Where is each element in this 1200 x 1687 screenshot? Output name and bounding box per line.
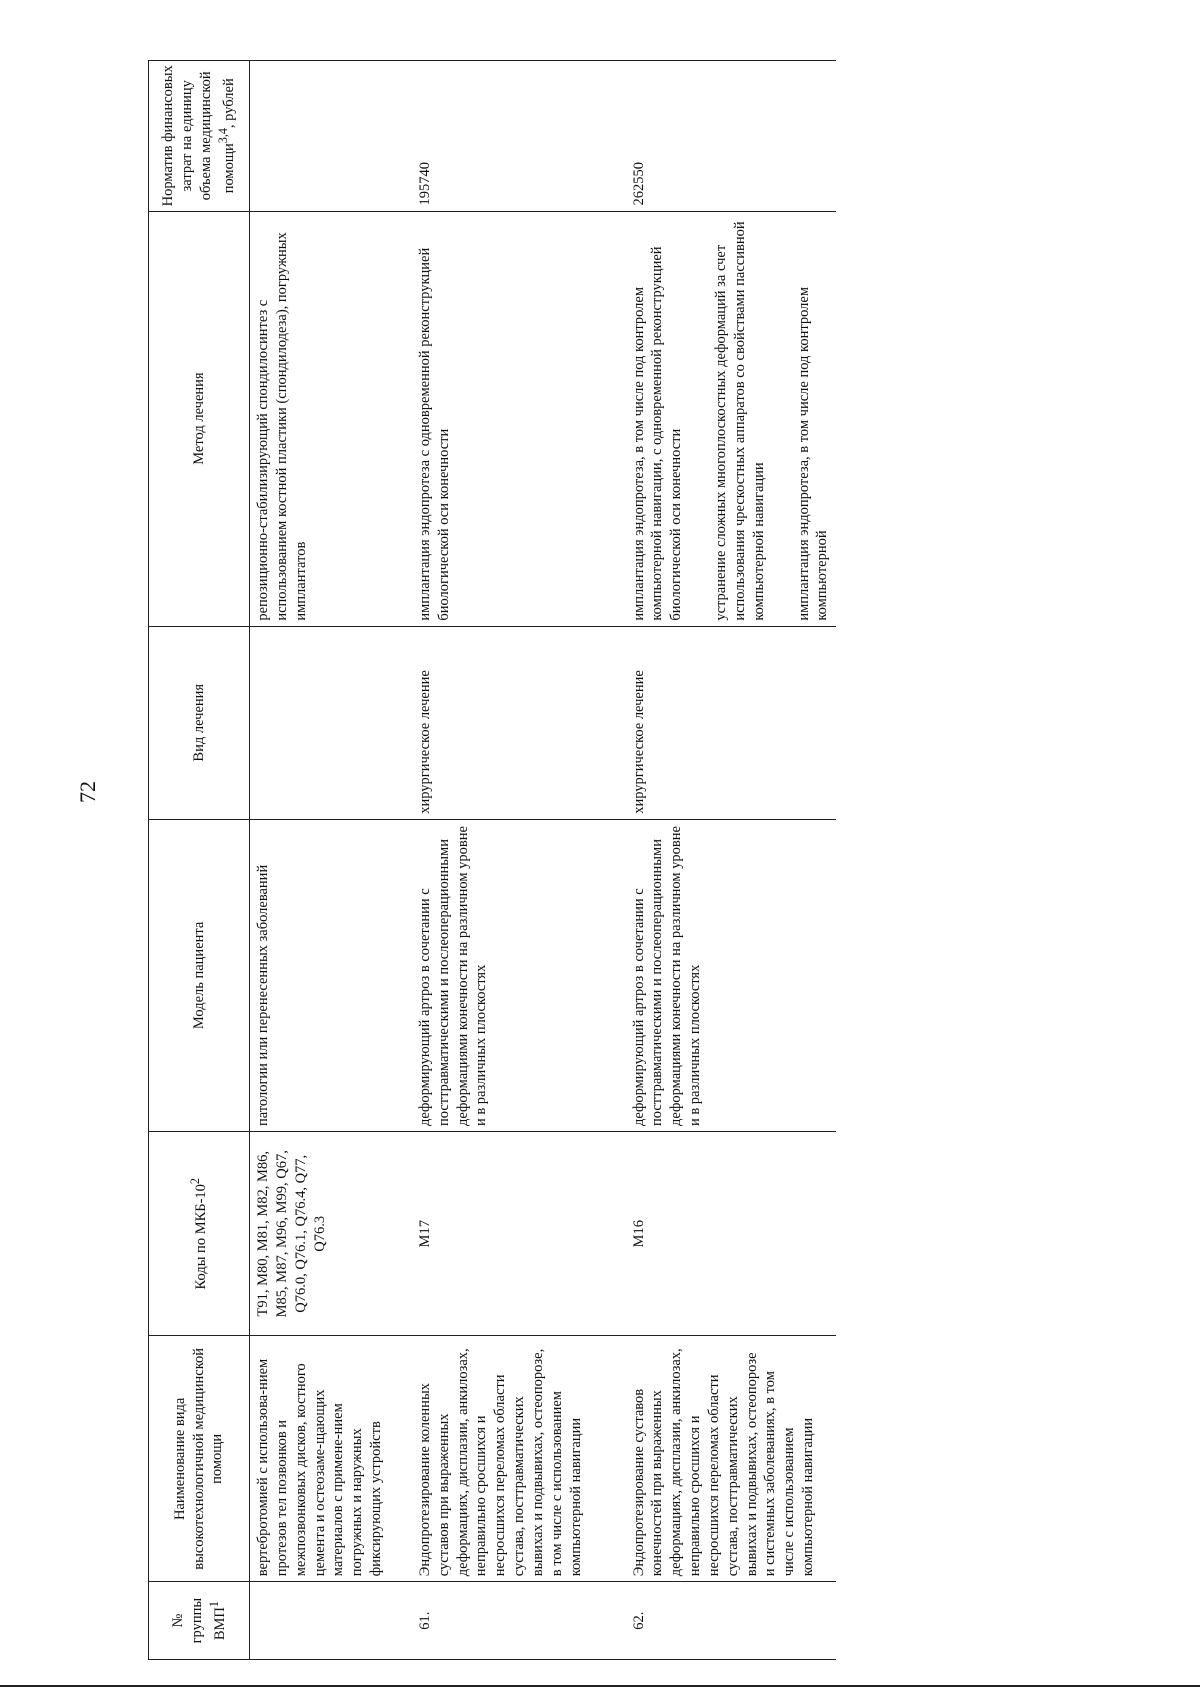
header-norm-tail: , рублей: [220, 78, 237, 129]
method-item: имплантация эндопротеза, в том числе под контролем компьютерной: [795, 286, 831, 621]
method-item: устранение сложных многоплоскостных деформаций за счет использования чрескостных аппаратов со свойствами пассивной компьютерной навигации: [713, 221, 767, 621]
table-row-61: [412, 61, 626, 1660]
table-row-62: [626, 61, 837, 1660]
cell-name: Эндопротезирование коленных суставов при выраженных деформациях, дисплазии, анкилозах, неправильно сросшихся и несросшихся переломах области сустава, посттравматических вывихах и подвывихах, остеопорозе, в том числе с использованием компьютерной навигации: [412, 1336, 626, 1582]
cell-name: Эндопротезирование суставов конечностей при выраженных деформациях, дисплазии, анкилозах, неправильно сросшихся и несросшихся переломах области сустава, посттравматических вывихах и подвывихах, остеопорозе и системных заболеваниях, в том числе с использованием компьютерной навигации: [626, 1336, 837, 1582]
header-norm-sup: 3,4: [215, 128, 230, 144]
header-num-line3: ВМП: [211, 1607, 228, 1641]
header-norm: [149, 61, 250, 212]
method-item: имплантация эндопротеза, в том числе под контролем компьютерной навигации, с одновременной реконструкцией биологической оси конечности: [630, 246, 685, 621]
method-item: репозиционно-стабилизирующий спондилосинтез с использованием костной пластики (спондилодеза), погружных имплантатов: [255, 232, 309, 621]
cell-norm: 195740: [412, 61, 626, 212]
method-item: имплантация эндопротеза с одновременной реконструкцией биологической оси конечности: [416, 247, 452, 621]
header-model: Модель пациента: [149, 819, 250, 1131]
cell-type: [250, 626, 412, 819]
cell-method: [626, 211, 837, 626]
cell-type: хирургическое лечение: [626, 626, 837, 819]
cell-model: деформирующий артроз в сочетании с посттравматическими и послеоперационными деформациями конечности на различном уровне и в различных плоскостях: [412, 819, 626, 1131]
header-norm-text: Норматив финансовых затрат на единицу объема медицинской помощи: [160, 65, 237, 207]
header-num: [149, 1582, 250, 1660]
cell-norm: 262550: [626, 61, 837, 212]
table-row-continuation: [250, 61, 412, 1660]
vmp-table: [148, 60, 836, 1660]
header-method: Метод лечения: [149, 211, 250, 626]
cell-type: хирургическое лечение: [412, 626, 626, 819]
cell-codes: T91, M80, M81, M82, M86, M85, M87, M96, M99, Q67, Q76.0, Q76.1, Q76.4, Q77, Q76.3: [250, 1132, 412, 1336]
header-type: Вид лечения: [149, 626, 250, 819]
page-number: 72: [75, 781, 100, 803]
header-codes-text: Коды по МКБ-10: [192, 1184, 209, 1290]
cell-model: патологии или перенесенных заболеваний: [250, 819, 412, 1131]
header-codes-sup: 2: [187, 1178, 202, 1185]
header-num-sup: 1: [206, 1601, 221, 1608]
cell-num: 61.: [412, 1582, 626, 1660]
cell-codes: M16: [626, 1132, 837, 1336]
header-num-line2: группы: [188, 1597, 205, 1644]
cell-method: [250, 211, 412, 626]
cell-codes: M17: [412, 1132, 626, 1336]
header-codes: [149, 1132, 250, 1336]
header-num-line1: №: [169, 1613, 186, 1628]
header-row: [149, 61, 250, 1660]
cell-num: [250, 1582, 412, 1660]
rotated-table-sheet: [148, 60, 1058, 1660]
cell-model: деформирующий артроз в сочетании с посттравматическими и послеоперационными деформациями конечности на различном уровне и в различных плоскостях: [626, 819, 837, 1131]
cell-method: [412, 211, 626, 626]
header-name: Наименование вида высокотехнологичной медицинской помощи: [149, 1336, 250, 1582]
cell-norm: [250, 61, 412, 212]
cell-name: вертебротомией с использова-нием протезов тел позвонков и межпозвонковых дисков, костного цемента и остеозаме-щающих материалов с примене-нием погружных и наружных фиксирующих устройств: [250, 1336, 412, 1582]
cell-num: 62.: [626, 1582, 837, 1660]
